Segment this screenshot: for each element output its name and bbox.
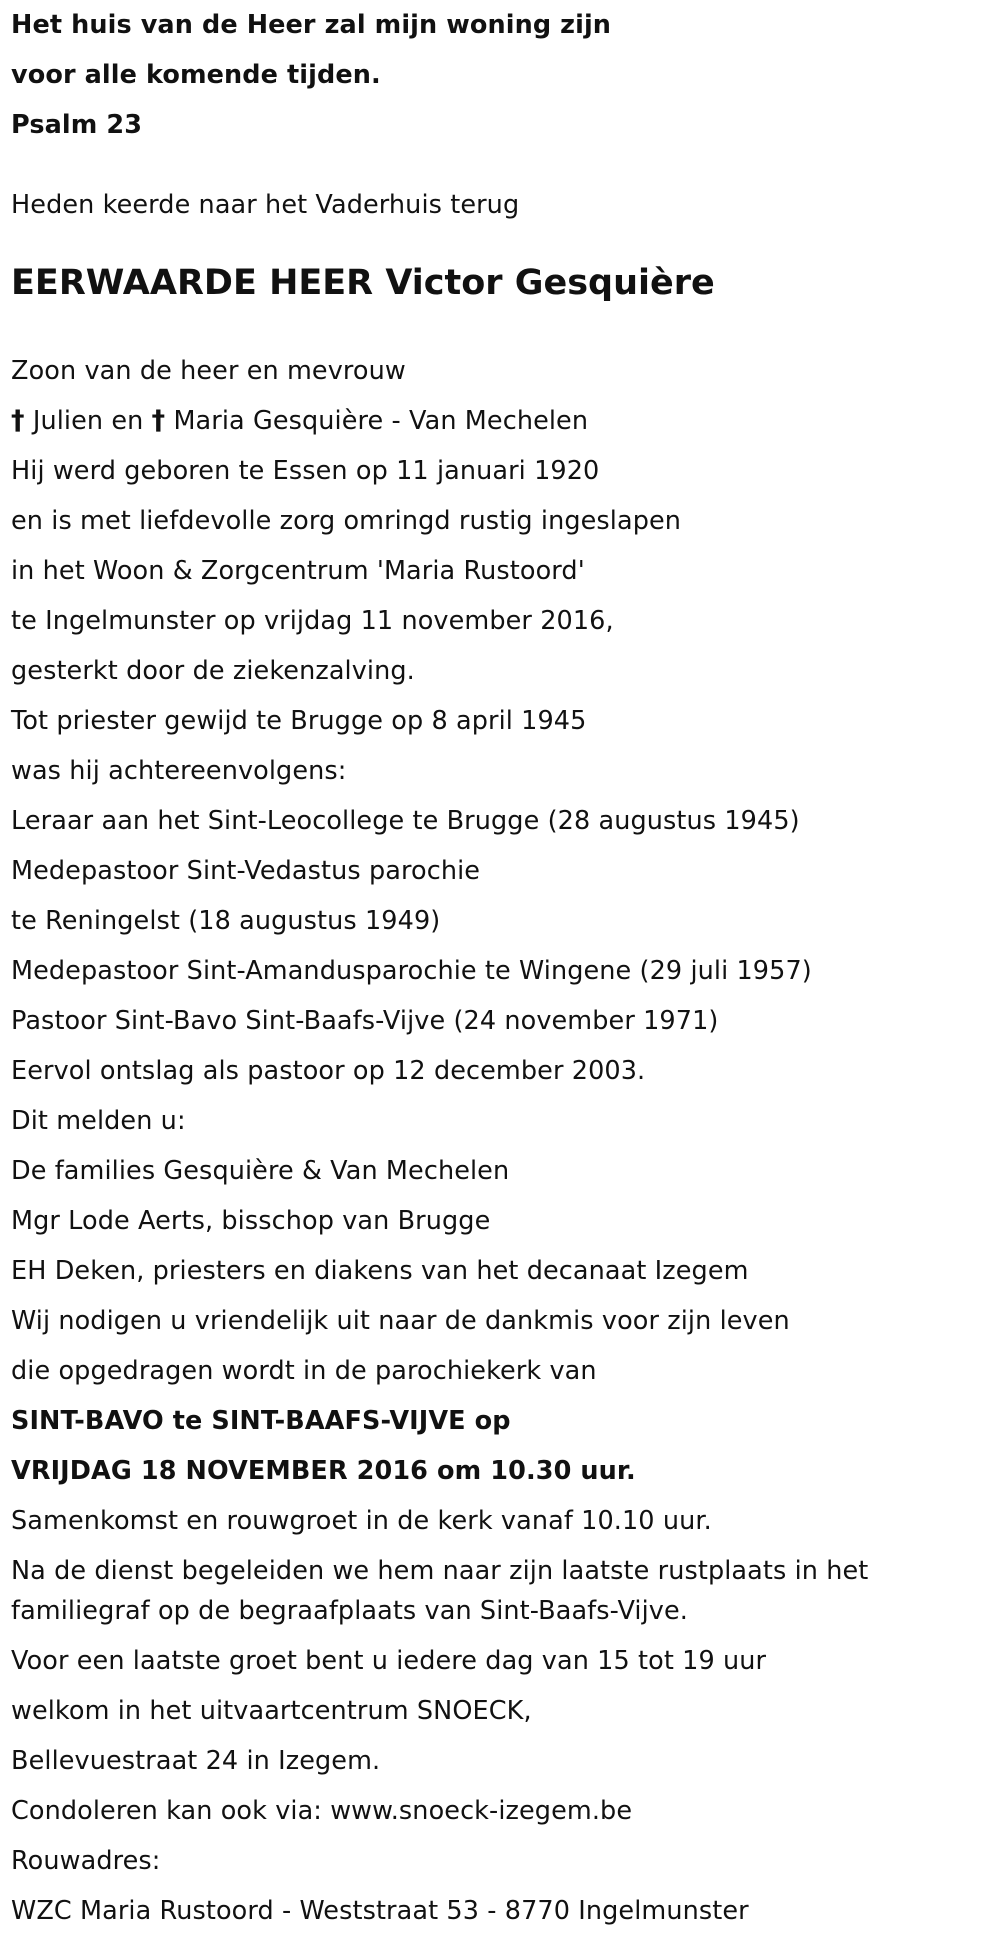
body-line: Eervol ontslag als pastoor op 12 december 2003. <box>11 1056 646 1086</box>
body-line: EH Deken, priesters en diakens van het decanaat Izegem <box>11 1256 749 1286</box>
body-line: Wij nodigen u vriendelijk uit naar de dankmis voor zijn leven <box>11 1306 790 1336</box>
cross-icon: † <box>151 405 166 436</box>
body-line: Bellevuestraat 24 in Izegem. <box>11 1746 381 1776</box>
cross-icon: † <box>11 405 25 436</box>
service-datetime: VRIJDAG 18 NOVEMBER 2016 om 10.30 uur. <box>11 1456 636 1486</box>
service-gathering: Samenkomst en rouwgroet in de kerk vanaf 10.10 uur. <box>11 1506 712 1536</box>
deceased-name: EERWAARDE HEER Victor Gesquière <box>11 263 715 303</box>
spacer <box>11 230 971 250</box>
body-line: te Ingelmunster op vrijdag 11 november 2016, <box>11 606 614 636</box>
spacer <box>11 150 971 180</box>
body-line: Medepastoor Sint-Vedastus parochie <box>11 856 481 886</box>
body-line: Leraar aan het Sint-Leocollege te Brugge (28 augustus 1945) <box>11 806 800 836</box>
body-line: Hij werd geboren te Essen op 11 januari 1920 <box>11 456 600 486</box>
body-line: gesterkt door de ziekenzalving. <box>11 656 415 686</box>
verse-line-2: voor alle komende tijden. <box>11 60 381 90</box>
body-line: De families Gesquière & Van Mechelen <box>11 1156 510 1186</box>
body-line: Tot priester gewijd te Brugge op 8 april 1945 <box>11 706 587 736</box>
body-line: die opgedragen wordt in de parochiekerk van <box>11 1356 597 1386</box>
body-line: Dit melden u: <box>11 1106 186 1136</box>
body-line: welkom in het uitvaartcentrum SNOECK, <box>11 1696 532 1726</box>
parents-intro: Zoon van de heer en mevrouw <box>11 356 406 386</box>
body-line: Pastoor Sint-Bavo Sint-Baafs-Vijve (24 november 1971) <box>11 1006 719 1036</box>
body-line: en is met liefdevolle zorg omringd rustig ingeslapen <box>11 506 682 536</box>
father-name: Julien en <box>32 406 144 436</box>
mourning-address: WZC Maria Rustoord - Weststraat 53 - 8770 Ingelmunster <box>11 1896 749 1926</box>
parents-names <box>11 396 971 446</box>
verse-source: Psalm 23 <box>11 110 143 140</box>
mother-name: Maria Gesquière - Van Mechelen <box>173 406 589 436</box>
body-line: te Reningelst (18 augustus 1949) <box>11 906 441 936</box>
body-line: Medepastoor Sint-Amandusparochie te Wingene (29 juli 1957) <box>11 956 812 986</box>
body-line: in het Woon & Zorgcentrum 'Maria Rustoord' <box>11 556 585 586</box>
body-line: was hij achtereenvolgens: <box>11 756 347 786</box>
body-line: Voor een laatste groet bent u iedere dag van 15 tot 19 uur <box>11 1646 767 1676</box>
obituary-notice <box>11 0 971 1936</box>
service-location: SINT-BAVO te SINT-BAAFS-VIJVE op <box>11 1406 511 1436</box>
body-line: Mgr Lode Aerts, bisschop van Brugge <box>11 1206 491 1236</box>
spacer <box>11 316 971 346</box>
intro-text: Heden keerde naar het Vaderhuis terug <box>11 190 520 220</box>
condolence-line: Condoleren kan ook via: www.snoeck-izegem.be <box>11 1796 633 1826</box>
verse-line-1: Het huis van de Heer zal mijn woning zijn <box>11 10 612 40</box>
service-burial: Na de dienst begeleiden we hem naar zijn laatste rustplaats in het familiegraf op de begraafplaats van Sint-Baafs-Vijve. <box>11 1556 869 1626</box>
body-line: Rouwadres: <box>11 1846 161 1876</box>
